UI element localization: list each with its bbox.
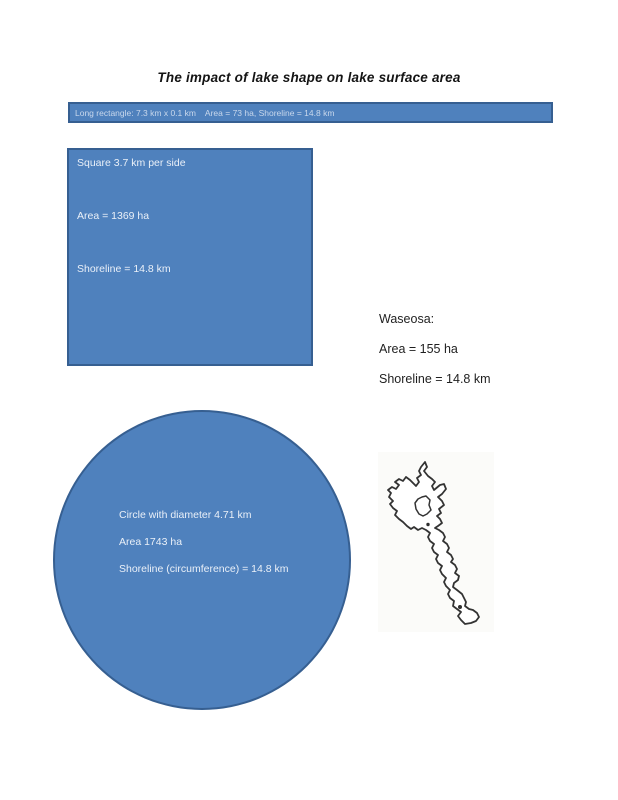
square-label-shoreline: Shoreline = 14.8 km bbox=[77, 263, 171, 275]
square-label-side: Square 3.7 km per side bbox=[77, 157, 186, 169]
circle-shape bbox=[53, 410, 351, 710]
circle-label-area: Area 1743 ha bbox=[119, 536, 183, 548]
circle-label-shoreline: Shoreline (circumference) = 14.8 km bbox=[119, 563, 289, 575]
waseosa-shoreline: Shoreline = 14.8 km bbox=[379, 372, 491, 386]
waseosa-title: Waseosa: bbox=[379, 312, 435, 326]
lake-marker-dot-south bbox=[458, 605, 462, 609]
long-rectangle-label: Long rectangle: 7.3 km x 0.1 km Area = 73 ha, Shoreline = 14.8 km bbox=[75, 107, 335, 118]
waseosa-area: Area = 155 ha bbox=[379, 342, 458, 356]
page-title: The impact of lake shape on lake surface area bbox=[157, 70, 461, 85]
lake-shoreline-path bbox=[388, 462, 479, 624]
waseosa-lake-outline-map bbox=[378, 452, 494, 632]
square-label-area: Area = 1369 ha bbox=[77, 210, 150, 222]
lake-marker-dot-north bbox=[426, 523, 429, 526]
circle-label-diameter: Circle with diameter 4.71 km bbox=[119, 509, 252, 521]
long-rectangle-shape bbox=[68, 102, 553, 123]
square-shape bbox=[67, 148, 313, 366]
